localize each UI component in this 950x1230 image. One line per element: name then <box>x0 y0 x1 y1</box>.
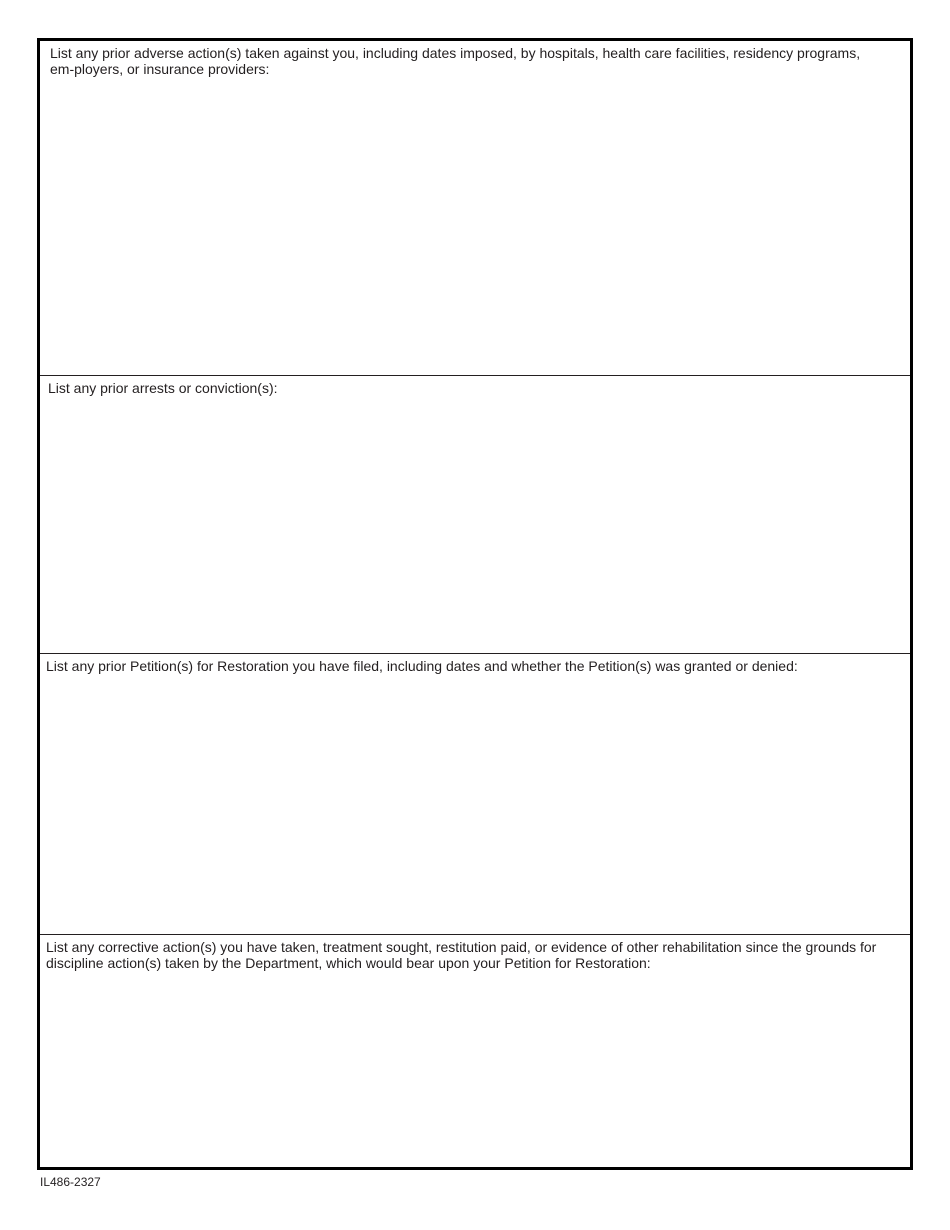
prior-petitions-label: List any prior Petition(s) for Restoration you have filed, including dates and whether the Petition(s) was granted or denied: <box>46 658 798 674</box>
adverse-actions-label: List any prior adverse action(s) taken against you, including dates imposed, by hospitals, health care facilities, residency programs, em-ployers, or insurance providers: <box>50 45 861 77</box>
adverse-actions-field[interactable] <box>40 41 910 375</box>
form-number: IL486-2327 <box>40 1175 101 1189</box>
prior-petitions-field[interactable] <box>40 653 910 934</box>
corrective-actions-field[interactable] <box>40 934 910 1167</box>
arrests-convictions-field[interactable] <box>40 375 910 653</box>
arrests-convictions-label: List any prior arrests or conviction(s): <box>48 380 278 396</box>
form-frame <box>37 38 913 1170</box>
corrective-actions-label: List any corrective action(s) you have taken, treatment sought, restitution paid, or evidence of other rehabilitation since the grounds for discipline action(s) taken by the Department, which would bear upon your Petition for Restoration: <box>46 939 877 971</box>
